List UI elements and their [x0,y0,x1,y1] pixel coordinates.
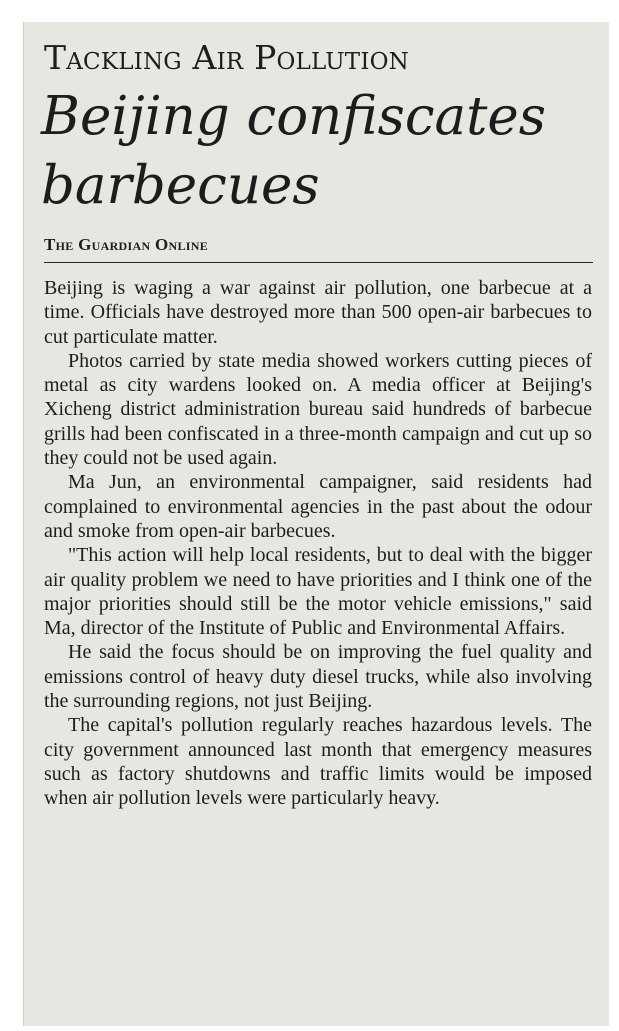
article-body [44,276,592,811]
article-paragraph: The capital's pollution regularly reaches hazardous levels. The city government announced last month that emergency measures such as factory shutdowns and traffic limits would be imposed when air pollution levels were particularly heavy. [44,714,592,810]
article-paragraph: Beijing is waging a war against air pollution, one barbecue at a time. Officials have destroyed more than 500 open-air barbecues to cut particulate matter. [44,277,592,348]
article-panel [23,22,609,1026]
article-paragraph: Ma Jun, an environmental campaigner, said residents had complained to environmental agencies in the past about the odour and smoke from open-air barbecues. [44,471,592,542]
article-headline: Beijing confiscates barbecues [41,86,546,216]
article-paragraph: He said the focus should be on improving the fuel quality and emissions control of heavy duty diesel trucks, while also involving the surrounding regions, not just Beijing. [44,641,592,713]
article-byline: The Guardian Online [44,235,208,254]
article-paragraph: "This action will help local residents, but to deal with the bigger air quality problem we need to have priorities and I think one of the major priorities should still be the motor vehicle emissions," said Ma, director of the Institute of Public and Environmental Affairs. [44,544,592,640]
article-paragraph: Photos carried by state media showed workers cutting pieces of metal as city wardens looked on. A media officer at Beijing's Xicheng district administration bureau said hundreds of barbecue grills had been confiscated in a three-month campaign and cut up so they could not be used again. [44,349,592,470]
byline-divider [44,262,593,263]
article-kicker: Tackling Air Pollution [44,38,410,77]
